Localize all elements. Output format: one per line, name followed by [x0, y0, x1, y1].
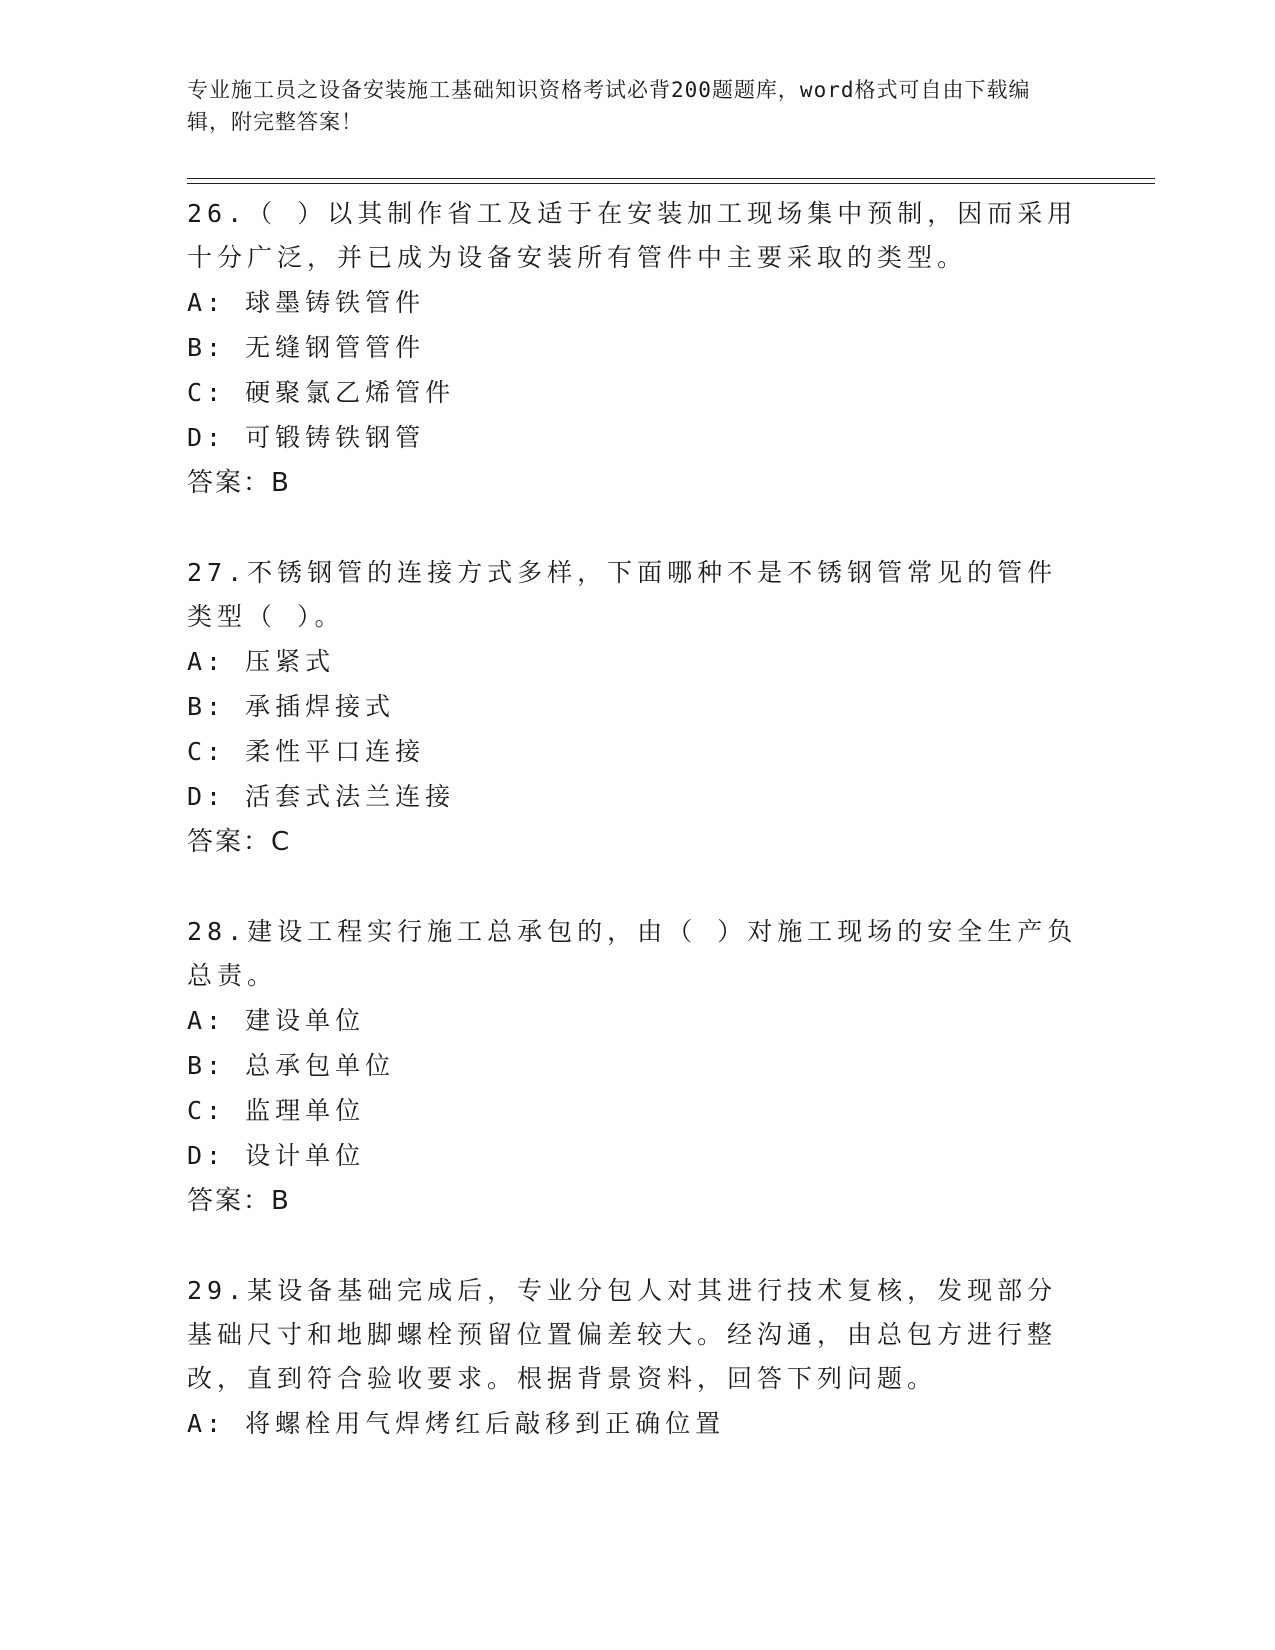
question-text: 26.（ ）以其制作省工及适于在安装加工现场集中预制，因而采用十分广泛，并已成为设备安装所有管件中主要采取的类型。: [187, 199, 1078, 272]
answer-line: 答案：B: [187, 1186, 291, 1216]
option-a: [187, 280, 1087, 325]
option-d: [187, 415, 1087, 460]
option-text: 球墨铸铁管件: [245, 288, 426, 317]
option-text: 硬聚氯乙烯管件: [245, 378, 456, 407]
option-b: [187, 1043, 1087, 1088]
option-letter: C:: [187, 378, 226, 407]
option-text: 监理单位: [245, 1096, 366, 1125]
option-text: 建设单位: [245, 1006, 366, 1035]
option-letter: B:: [187, 1051, 226, 1080]
option-letter: B:: [187, 692, 226, 721]
option-text: 可锻铸铁钢管: [245, 423, 426, 452]
option-text: 无缝钢管管件: [245, 333, 426, 362]
option-a: [187, 639, 1087, 684]
option-text: 设计单位: [245, 1141, 366, 1170]
option-c: [187, 729, 1087, 774]
option-letter: D:: [187, 1141, 226, 1170]
option-letter: A:: [187, 647, 226, 676]
option-letter: B:: [187, 333, 226, 362]
header-rule-top: [187, 178, 1155, 179]
option-b: [187, 325, 1087, 370]
option-d: [187, 774, 1087, 819]
option-letter: D:: [187, 423, 226, 452]
question-28: [187, 910, 1087, 1224]
option-c: [187, 1088, 1087, 1133]
option-text: 将螺栓用气焊烤红后敲移到正确位置: [245, 1409, 726, 1438]
question-text: 27.不锈钢管的连接方式多样，下面哪种不是不锈钢管常见的管件类型（ ）。: [187, 558, 1058, 631]
question-27: [187, 551, 1087, 865]
option-text: 柔性平口连接: [245, 737, 426, 766]
option-d: [187, 1133, 1087, 1178]
question-list: [187, 192, 1087, 1491]
option-letter: A:: [187, 288, 226, 317]
question-26: [187, 192, 1087, 506]
option-letter: A:: [187, 1409, 226, 1438]
option-letter: A:: [187, 1006, 226, 1035]
option-a: [187, 1401, 1087, 1446]
option-text: 承插焊接式: [245, 692, 396, 721]
option-b: [187, 684, 1087, 729]
answer-line: 答案：B: [187, 468, 291, 498]
option-c: [187, 370, 1087, 415]
document-header: 专业施工员之设备安装施工基础知识资格考试必背200题题库，word格式可自由下载编辑，附完整答案！: [187, 78, 1031, 134]
option-text: 压紧式: [245, 647, 336, 676]
option-text: 总承包单位: [245, 1051, 396, 1080]
question-29: [187, 1269, 1087, 1446]
option-letter: C:: [187, 1096, 226, 1125]
option-text: 活套式法兰连接: [245, 782, 456, 811]
option-letter: D:: [187, 782, 226, 811]
option-letter: C:: [187, 737, 226, 766]
answer-line: 答案：C: [187, 827, 292, 857]
option-a: [187, 998, 1087, 1043]
question-text: 28.建设工程实行施工总承包的，由（ ）对施工现场的安全生产负总责。: [187, 917, 1078, 990]
question-text: 29.某设备基础完成后，专业分包人对其进行技术复核，发现部分基础尺寸和地脚螺栓预留位置偏差较大。经沟通，由总包方进行整改，直到符合验收要求。根据背景资料，回答下列问题。: [187, 1276, 1058, 1393]
header-rule-bottom: [187, 183, 1155, 184]
